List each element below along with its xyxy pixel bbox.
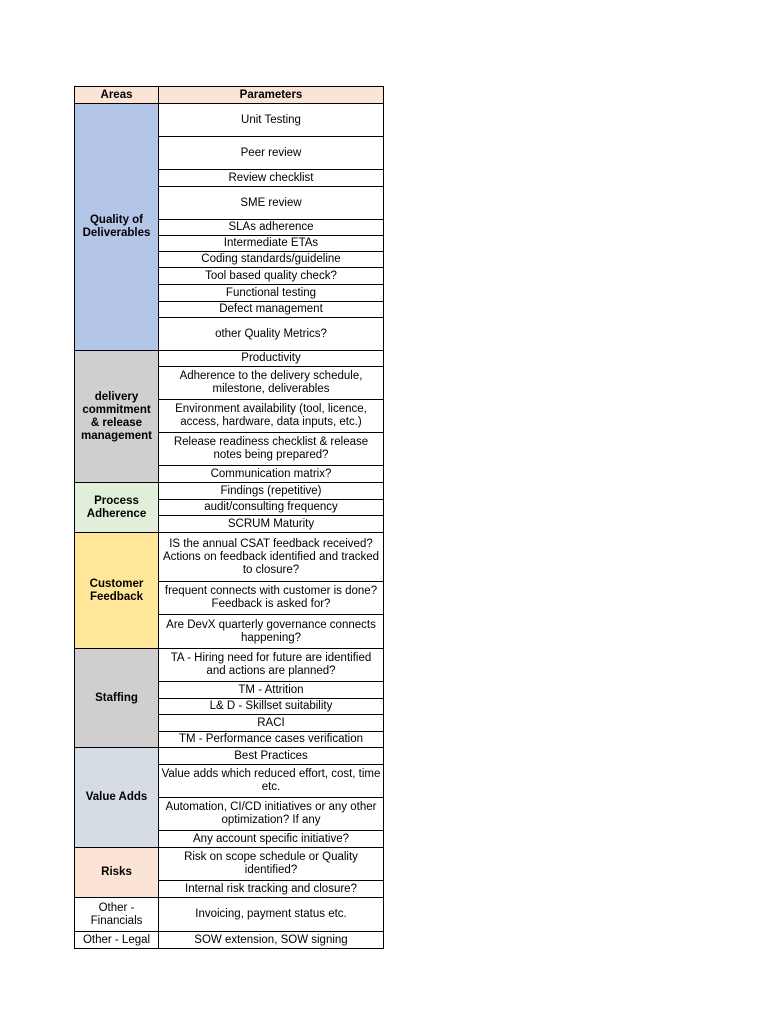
header-row <box>75 87 384 104</box>
table-body <box>75 87 384 949</box>
parameter-cell[interactable]: Defect management <box>159 302 384 318</box>
parameters-table <box>74 86 384 949</box>
parameter-cell[interactable]: Coding standards/guideline <box>159 252 384 268</box>
parameter-cell[interactable]: Review checklist <box>159 170 384 187</box>
parameter-cell[interactable]: Best Practices <box>159 748 384 765</box>
table-row <box>75 932 384 949</box>
parameter-cell[interactable]: TA - Hiring need for future are identified and actions are planned? <box>159 649 384 682</box>
parameter-cell[interactable]: RACI <box>159 715 384 732</box>
table-row <box>75 533 384 582</box>
parameter-cell[interactable]: Invoicing, payment status etc. <box>159 898 384 932</box>
parameter-cell[interactable]: Intermediate ETAs <box>159 236 384 252</box>
area-cell[interactable]: Other - Legal <box>75 932 159 949</box>
area-cell[interactable]: Staffing <box>75 649 159 748</box>
parameter-cell[interactable]: TM - Attrition <box>159 682 384 699</box>
area-cell[interactable]: Quality of Deliverables <box>75 104 159 351</box>
parameter-cell[interactable]: Productivity <box>159 351 384 367</box>
table-row <box>75 848 384 881</box>
parameter-cell[interactable]: Communication matrix? <box>159 466 384 483</box>
header-areas[interactable]: Areas <box>75 87 159 104</box>
area-cell[interactable]: Process Adherence <box>75 483 159 533</box>
parameter-cell[interactable]: Value adds which reduced effort, cost, time etc. <box>159 765 384 798</box>
parameter-cell[interactable]: audit/consulting frequency <box>159 500 384 516</box>
parameter-cell[interactable]: SOW extension, SOW signing <box>159 932 384 949</box>
table-row <box>75 104 384 137</box>
parameter-cell[interactable]: SME review <box>159 187 384 220</box>
parameter-cell[interactable]: SCRUM Maturity <box>159 516 384 533</box>
table-row <box>75 898 384 932</box>
parameter-cell[interactable]: Adherence to the delivery schedule, milestone, deliverables <box>159 367 384 400</box>
parameter-cell[interactable]: Peer review <box>159 137 384 170</box>
area-cell[interactable]: Other - Financials <box>75 898 159 932</box>
parameter-cell[interactable]: Findings (repetitive) <box>159 483 384 500</box>
parameter-cell[interactable]: Functional testing <box>159 285 384 302</box>
table-row <box>75 351 384 367</box>
parameter-cell[interactable]: Environment availability (tool, licence, access, hardware, data inputs, etc.) <box>159 400 384 433</box>
area-cell[interactable]: Value Adds <box>75 748 159 848</box>
parameter-cell[interactable]: Risk on scope schedule or Quality identified? <box>159 848 384 881</box>
parameter-cell[interactable]: Unit Testing <box>159 104 384 137</box>
area-cell[interactable]: Risks <box>75 848 159 898</box>
parameter-cell[interactable]: frequent connects with customer is done? Feedback is asked for? <box>159 582 384 615</box>
parameter-cell[interactable]: other Quality Metrics? <box>159 318 384 351</box>
parameter-cell[interactable]: L& D - Skillset suitability <box>159 699 384 715</box>
table-row <box>75 748 384 765</box>
header-parameters[interactable]: Parameters <box>159 87 384 104</box>
parameter-cell[interactable]: Internal risk tracking and closure? <box>159 881 384 898</box>
area-cell[interactable]: delivery commitment & release management <box>75 351 159 483</box>
parameter-cell[interactable]: Release readiness checklist & release notes being prepared? <box>159 433 384 466</box>
parameter-cell[interactable]: Any account specific initiative? <box>159 831 384 848</box>
parameter-cell[interactable]: Are DevX quarterly governance connects happening? <box>159 615 384 649</box>
table-row <box>75 483 384 500</box>
area-cell[interactable]: Customer Feedback <box>75 533 159 649</box>
parameter-cell[interactable]: IS the annual CSAT feedback received? Actions on feedback identified and tracked to closure? <box>159 533 384 582</box>
parameter-cell[interactable]: Automation, CI/CD initiatives or any other optimization? If any <box>159 798 384 831</box>
parameter-cell[interactable]: SLAs adherence <box>159 220 384 236</box>
parameter-cell[interactable]: Tool based quality check? <box>159 268 384 285</box>
table-row <box>75 649 384 682</box>
parameter-cell[interactable]: TM - Performance cases verification <box>159 732 384 748</box>
